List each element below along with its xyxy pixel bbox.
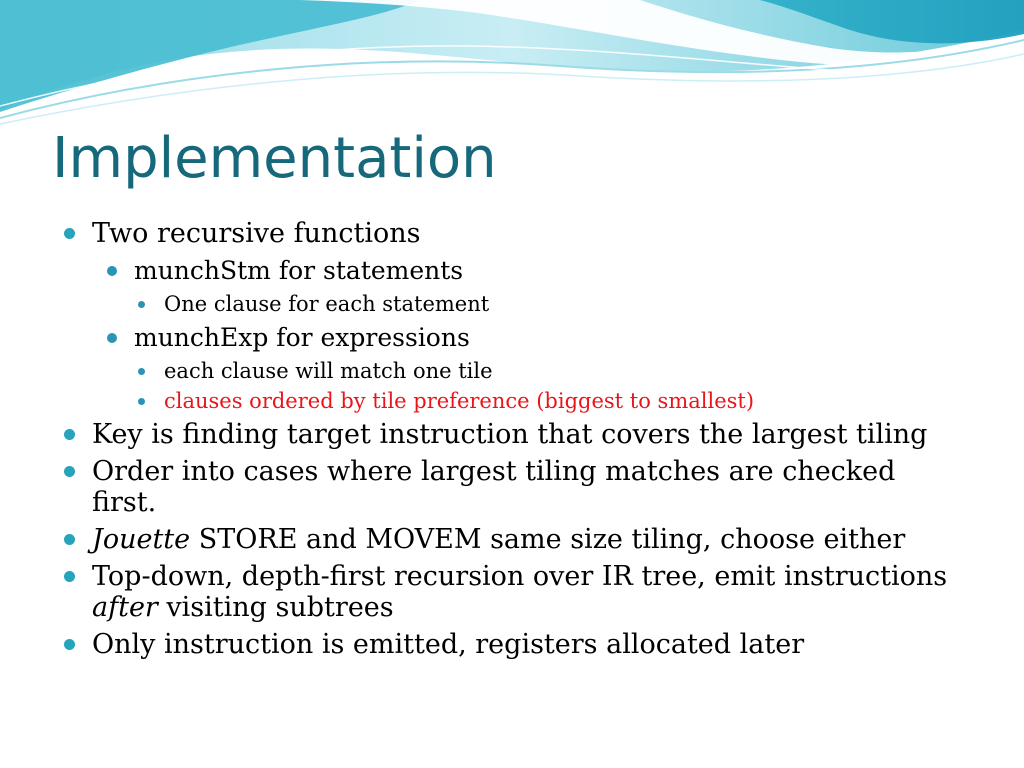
bullet-item <box>64 524 964 555</box>
bullet-dot-icon <box>107 266 117 276</box>
sub-bullet-item <box>64 255 964 286</box>
bullet-text: Key is finding target instruction that covers the largest tiling <box>92 419 928 450</box>
bullet-dot-icon <box>64 571 75 582</box>
sub-sub-bullet-item <box>64 357 964 385</box>
bullet-text: Top-down, depth-first recursion over IR tree, emit instructions <box>92 561 948 592</box>
bullet-text: munchStm for statements <box>134 256 464 285</box>
bullet-list <box>64 218 964 666</box>
bullet-text: Order into cases where largest tiling matches are checked first. <box>92 456 896 518</box>
sub-sub-bullet-item <box>64 387 964 415</box>
bullet-emphasis: after <box>92 592 158 623</box>
header-wave-decoration <box>0 0 1024 130</box>
bullet-text: Two recursive functions <box>92 218 421 249</box>
bullet-dot-icon <box>64 534 75 545</box>
bullet-dot-icon <box>64 639 75 650</box>
slide-title: Implementation <box>52 126 497 191</box>
bullet-dot-icon <box>64 429 75 440</box>
bullet-emphasis: Jouette <box>92 524 191 555</box>
bullet-item <box>64 456 964 518</box>
bullet-text: Only instruction is emitted, registers allocated later <box>92 629 805 660</box>
sub-bullet-item <box>64 322 964 353</box>
bullet-text: each clause will match one tile <box>164 359 493 383</box>
bullet-dot-icon <box>64 466 75 477</box>
bullet-dot-icon <box>138 368 145 375</box>
bullet-dot-icon <box>138 398 145 405</box>
sub-sub-bullet-item <box>64 290 964 318</box>
bullet-item <box>64 629 964 660</box>
bullet-dot-icon <box>64 228 75 239</box>
bullet-text: visiting subtrees <box>157 592 394 623</box>
bullet-text: STORE and MOVEM same size tiling, choose either <box>190 524 906 555</box>
bullet-text: One clause for each statement <box>164 292 490 316</box>
bullet-text: munchExp for expressions <box>134 323 470 352</box>
highlighted-bullet-text: clauses ordered by tile preference (biggest to smallest) <box>164 389 755 413</box>
bullet-item <box>64 561 964 623</box>
bullet-dot-icon <box>107 333 117 343</box>
bullet-item <box>64 218 964 249</box>
bullet-item <box>64 419 964 450</box>
bullet-dot-icon <box>138 301 145 308</box>
